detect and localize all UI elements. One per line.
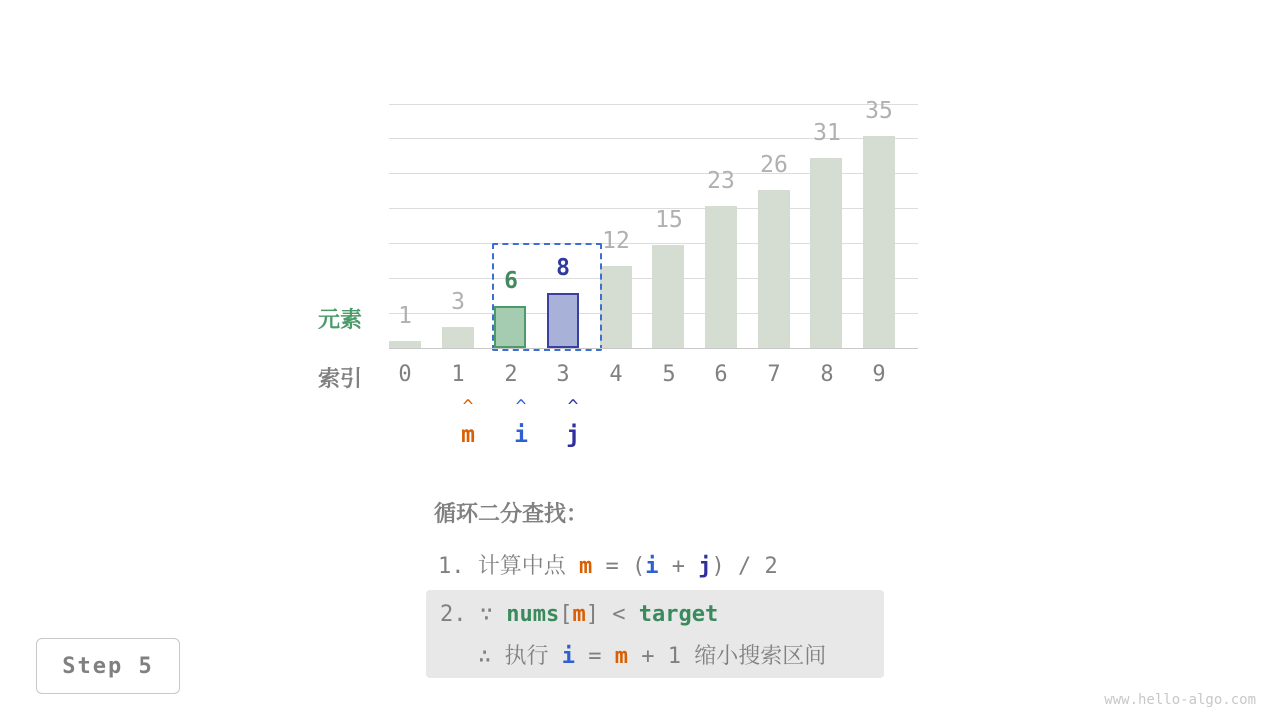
step-badge: Step 5 (36, 638, 180, 694)
step2-tail: 缩小搜索区间 (694, 644, 827, 669)
step2-nums: nums (506, 602, 560, 627)
step2-number: 2. (440, 602, 467, 627)
caret-m: ^ (462, 396, 474, 417)
step2-var-m: m (572, 602, 586, 627)
bar-value-0: 1 (398, 303, 412, 329)
caret-i: ^ (515, 396, 527, 417)
bar-value-2: 6 (504, 268, 518, 294)
step2-assign: = (575, 644, 615, 669)
step2-cmp: < (598, 602, 639, 627)
row-label-element: 元素 (318, 308, 363, 333)
step2-bracket-open: [ (559, 602, 573, 627)
bar-value-5: 15 (655, 207, 683, 233)
index-label-4: 4 (609, 362, 623, 387)
step1-number: 1. (438, 554, 465, 579)
index-label-2: 2 (504, 362, 518, 387)
bar-value-8: 31 (813, 120, 841, 146)
bar-8 (810, 158, 842, 348)
pointer-i: i (514, 422, 528, 448)
watermark: www.hello-algo.com (1104, 692, 1256, 708)
bar-6 (705, 206, 737, 348)
step2-plus: + 1 (628, 644, 695, 669)
bar-0 (389, 341, 421, 348)
step1-text-b: = ( (592, 554, 646, 579)
index-label-7: 7 (767, 362, 781, 387)
index-label-9: 9 (872, 362, 886, 387)
index-label-8: 8 (820, 362, 834, 387)
bar-value-4: 12 (602, 228, 630, 254)
pointer-j: j (566, 422, 580, 448)
bar-value-7: 26 (760, 152, 788, 178)
bar-value-1: 3 (451, 289, 465, 315)
step-line-2a (440, 602, 718, 627)
step2-because: ∵ (466, 602, 507, 627)
step2-var-m2: m (614, 644, 628, 669)
bar-1 (442, 327, 474, 348)
step2-exec: 执行 (504, 644, 562, 669)
x-axis-line (389, 348, 918, 349)
step1-var-i: i (645, 554, 659, 579)
caret-j: ^ (567, 396, 579, 417)
step1-text-d: ) / 2 (711, 554, 778, 579)
algorithm-heading: 循环二分查找： (434, 502, 589, 527)
bar-value-6: 23 (707, 168, 735, 194)
index-label-5: 5 (662, 362, 676, 387)
step2-therefore: ∴ (478, 644, 505, 669)
step2-bracket-close: ] (585, 602, 599, 627)
step-line-2b (478, 639, 826, 670)
step-line-1 (438, 549, 778, 580)
step2-target: target (638, 602, 719, 627)
pointer-m: m (461, 422, 475, 448)
search-range-box (492, 243, 602, 351)
step1-var-j: j (698, 554, 712, 579)
index-label-1: 1 (451, 362, 465, 387)
step2-var-i: i (561, 644, 575, 669)
bar-value-9: 35 (865, 98, 893, 124)
step1-text-c: + (658, 554, 699, 579)
bar-4 (600, 266, 632, 348)
step1-text-a: 计算中点 (464, 554, 579, 579)
bar-5 (652, 245, 684, 348)
bar-9 (863, 136, 895, 348)
bar-7 (758, 190, 790, 348)
index-label-3: 3 (556, 362, 570, 387)
index-label-0: 0 (398, 362, 412, 387)
bar-value-3: 8 (556, 255, 570, 281)
index-label-6: 6 (714, 362, 728, 387)
row-label-index: 索引 (318, 367, 363, 392)
step1-var-m: m (579, 554, 593, 579)
